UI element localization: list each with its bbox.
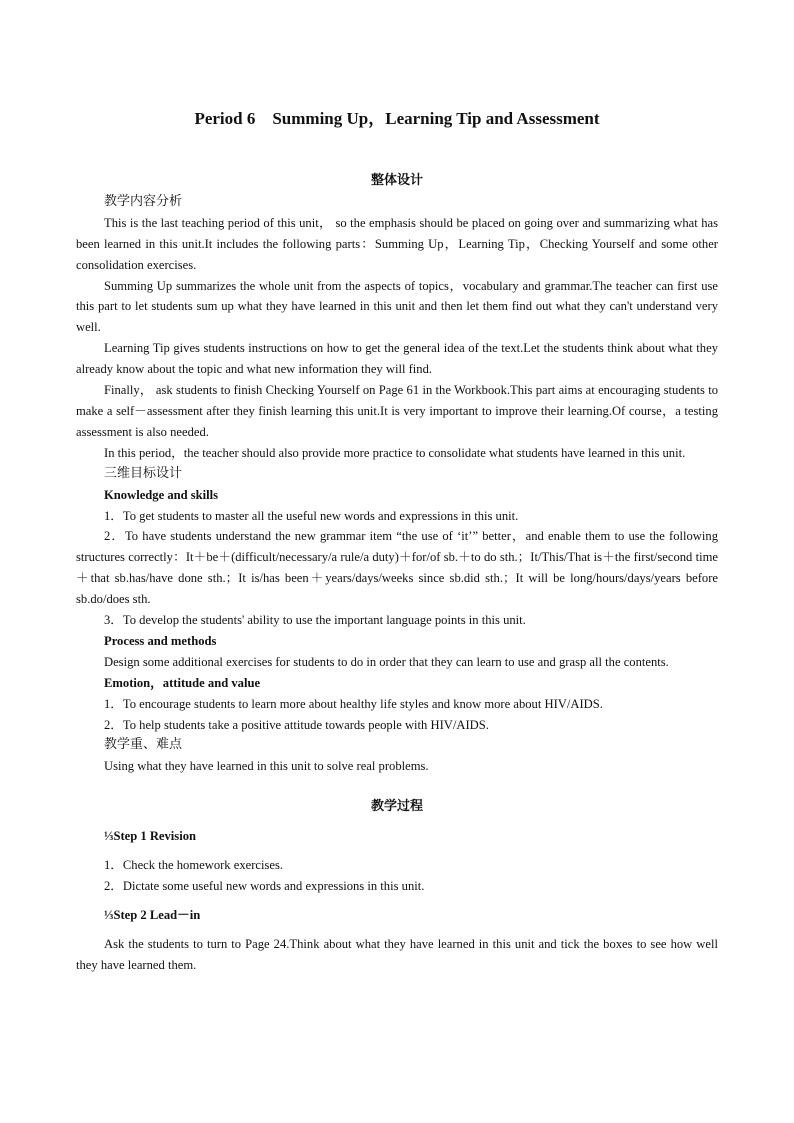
key-points-heading: 教学重、难点 <box>104 737 183 753</box>
knowledge-item: 2．To have students understand the new grammar item “the use of ‘it’” better，and enable them to use the following structures correctly：It＋be＋(difficult/necessary/a rule/a duty)＋for/of sb.＋to do sth.；It/This/That is＋the first/second time＋that sb.has/have done sth.；It is/has been＋years/days/weeks since sb.did sth.；It will be long/hours/days/years before sb.do/does sth. <box>76 529 718 607</box>
analysis-paragraph: Learning Tip gives students instructions on how to get the general idea of the text.Let the students think about what they already know about the topic and what new information they will find. <box>76 341 718 377</box>
step-2-title: ⅓Step 2 Lead－in <box>104 907 201 922</box>
process-heading: Process and methods <box>104 633 217 648</box>
key-points-text: Using what they have learned in this unit to solve real problems. <box>104 759 429 774</box>
emotion-item: 1．To encourage students to learn more about healthy life styles and know more about HIV/AIDS. <box>104 696 603 711</box>
knowledge-item: 1．To get students to master all the useful new words and expressions in this unit. <box>104 508 519 523</box>
step-1-title: ⅓Step 1 Revision <box>104 829 197 844</box>
knowledge-heading: Knowledge and skills <box>104 487 219 502</box>
analysis-heading: 教学内容分析 <box>104 193 183 209</box>
analysis-paragraph: In this period，the teacher should also provide more practice to consolidate what students have learned in this unit. <box>104 445 686 460</box>
step-1-item: 2．Dictate some useful new words and expressions in this unit. <box>104 879 425 893</box>
document-title: Period 6 Summing Up，Learning Tip and Assessment <box>194 109 600 128</box>
analysis-paragraph: Finally， ask students to finish Checking Yourself on Page 61 in the Workbook.This part aims at encouraging students to make a self－assessment after they finish learning this unit.It is very important to improve their learning.Of course，a testing assessment is also needed. <box>76 383 718 439</box>
analysis-paragraph: This is the last teaching period of this unit， so the emphasis should be placed on going over and summarizing what has been learned in this unit.It includes the following parts：Summing Up，Learning Tip，Checking Yourself and some other consolidation exercises. <box>76 215 718 272</box>
step-2-text: Ask the students to turn to Page 24.Think about what they have learned in this unit and tick the boxes to see how well they have learned them. <box>76 936 718 972</box>
section-heading-teaching-process: 教学过程 <box>370 799 423 815</box>
emotion-item: 2．To help students take a positive attitude towards people with HIV/AIDS. <box>104 717 489 732</box>
document-body <box>76 171 718 976</box>
step-1-item: 1．Check the homework exercises. <box>104 858 284 873</box>
section-heading-overall-design: 整体设计 <box>370 173 423 188</box>
knowledge-item: 3．To develop the students' ability to use the important language points in this unit. <box>104 613 526 628</box>
emotion-heading: Emotion，attitude and value <box>104 675 261 690</box>
analysis-paragraph: Summing Up summarizes the whole unit from the aspects of topics，vocabulary and grammar.The teacher can first use this part to let students sum up what they have learned in this unit and then let them find out what they can't understand very well. <box>76 278 718 335</box>
goals-heading: 三维目标设计 <box>104 465 183 481</box>
process-text: Design some additional exercises for students to do in order that they can learn to use and grasp all the contents. <box>104 654 669 669</box>
